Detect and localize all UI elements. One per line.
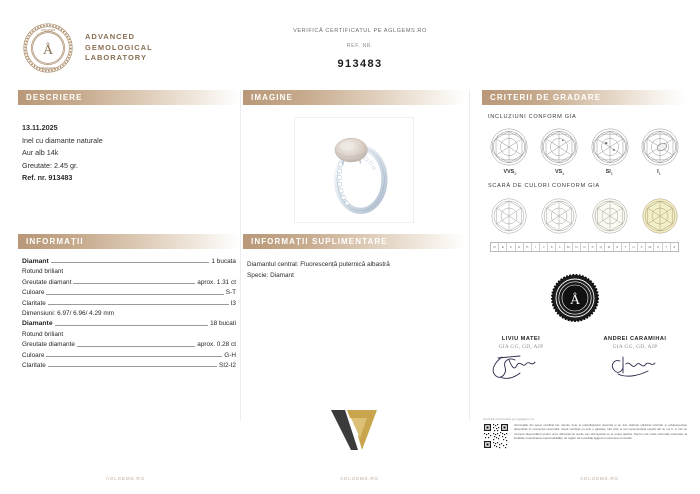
color-gem-2 [589, 195, 631, 237]
svg-text:ADVANCED: ADVANCED [40, 29, 56, 32]
brand-logo [22, 22, 153, 74]
info-row [22, 289, 236, 296]
column-divider-1 [240, 90, 241, 420]
agl-seal-icon [22, 22, 74, 74]
info-row-leader [46, 293, 223, 295]
info-row-label: Rotund briliant [22, 268, 64, 276]
inclusion-diagrams [482, 120, 687, 168]
descriere-item: Inel cu diamante naturale [22, 135, 103, 145]
info-row-leader [46, 355, 222, 357]
color-scale-cell: V [638, 243, 646, 251]
color-scale-cell: L [556, 243, 564, 251]
color-scale-cell: Y [663, 243, 671, 251]
info-row [22, 258, 236, 265]
color-scale-strip [490, 242, 679, 252]
info-row-value: I3 [230, 299, 236, 307]
ref-number: 913483 [337, 58, 383, 70]
ring-photo [294, 117, 414, 223]
info-row-value: S-T [225, 289, 236, 297]
signatory-credentials-0: GIA GG, GD, AJP [498, 344, 544, 350]
color-scale-cell: O [581, 243, 589, 251]
descriere-ref: Ref. nr. 913483 [22, 173, 73, 183]
color-scale-cell: T [622, 243, 630, 251]
info-row-leader [73, 282, 195, 284]
informatii-table [18, 249, 240, 369]
info-row-value: SI2-I2 [218, 361, 236, 369]
watermark-logo [327, 406, 381, 454]
color-scale-cell: W [646, 243, 654, 251]
gem-diagram-vvs2 [488, 126, 530, 168]
info-row-label: Culoare [22, 289, 45, 297]
informatii-section [18, 234, 240, 372]
embossed-seal-icon [551, 274, 599, 322]
color-scale-cell: P [589, 243, 597, 251]
descriere-title: DESCRIERE [18, 90, 240, 105]
info-row [22, 310, 236, 317]
info-row-label: Dimensiuni: 6.97/ 6.96/ 4.29 mm [22, 309, 114, 317]
color-scale-cell: F [507, 243, 515, 251]
color-scale-cell: U [630, 243, 638, 251]
svg-text:Å: Å [42, 43, 54, 58]
info-row [22, 331, 236, 338]
color-scale-label: SCARĂ DE CULORI CONFORM GIA [488, 183, 600, 190]
informatii-title: INFORMAȚII [18, 234, 240, 249]
color-scale-cell: Q [597, 243, 605, 251]
info-row-value: aprox. 0.28 ct [197, 341, 236, 349]
gem-diagram-i1 [639, 126, 681, 168]
color-scale-cell: G [516, 243, 524, 251]
color-scale-cell: X [654, 243, 662, 251]
qr-code-icon[interactable] [483, 423, 509, 449]
disclaimer-text: Informațiile din acest certificat fac referire doar la piatra/bijuteria descrisă și au fost obținute utilizând tehnicile și echipamentele disponibile în momentul examinării. Acest certificat nu este o garanție. Nici AGL și nici reprezentanții experți săi nu vor fi, în nici un moment răspunzători pentru orice diferență de opinie sau discrepanță ce ar putea apărea. Pentru mai multe informații referitoare la limitările și declinarea responsabilității, vă rugăm să consultați aglgems.ro/termeni-si-conditii. [514, 423, 687, 441]
info-row-label: Diamant [22, 258, 49, 265]
info-row-value: 1 bucata [211, 258, 236, 265]
imagine-section [243, 90, 465, 223]
gem-diagram-vs1 [538, 126, 580, 168]
descriere-metal: Aur alb 14k [22, 148, 59, 158]
info-row-label: Claritate [22, 299, 46, 307]
color-scale-cell: S [614, 243, 622, 251]
certificate-header [250, 28, 470, 70]
footer-center: AGLGEMS.RO [340, 476, 379, 481]
signature-mark-1 [590, 351, 680, 381]
grade-label-1: $VS_1$ [554, 169, 565, 177]
info-row [22, 341, 236, 348]
color-scale-cell: J [540, 243, 548, 251]
descriere-section [18, 90, 240, 185]
info-row [22, 279, 236, 286]
signatures-area [472, 336, 684, 386]
inclusion-grade-labels [482, 168, 687, 176]
suplimentare-line-2: Specie: Diamant [247, 271, 294, 279]
color-scale-cell: R [605, 243, 613, 251]
color-scale-cell: D [491, 243, 499, 251]
signatory-credentials-1: GIA GG, GD, AJP [612, 344, 658, 350]
descriere-body [18, 105, 240, 185]
color-scale-cell: Z [673, 245, 676, 250]
info-row-leader [51, 261, 210, 263]
svg-text:LABORATORY: LABORATORY [39, 67, 57, 70]
info-row-label: Greutate diamante [22, 341, 75, 349]
info-row-label: Diamante [22, 320, 53, 328]
seal-monogram: Å [569, 293, 581, 308]
grade-label-3: $I_1$ [657, 169, 661, 177]
brand-line-3: LABORATORY [85, 53, 147, 63]
info-row-value: G-H [224, 351, 236, 359]
brand-line-1: ADVANCED [85, 32, 135, 42]
info-row-leader [55, 324, 208, 326]
inclusions-label: INCLUZIUNI CONFORM GIA [488, 114, 577, 120]
verify-text: VERIFICĂ CERTIFICATUL PE AGLGEMS.RO [293, 28, 427, 34]
color-scale-cell: N [573, 243, 581, 251]
suplimentare-line-1: Diamantul central: Fluorescență puternică albastră [247, 261, 390, 268]
info-row-label: Claritate [22, 361, 46, 369]
color-scale-cell: H [524, 243, 532, 251]
brand-line-2: GEMOLOGICAL [85, 42, 153, 52]
grade-label-0: $VVS_2$ [503, 169, 517, 177]
gem-diagram-si1 [589, 126, 631, 168]
column-divider-2 [469, 90, 470, 420]
suplimentare-body [243, 249, 465, 281]
signatory-name-0: LIVIU MATEI [501, 336, 541, 342]
color-diagrams [482, 189, 687, 237]
signature-mark-0 [476, 351, 566, 381]
info-row-value: aprox. 1.31 ct [197, 278, 236, 286]
imagine-title: IMAGINE [243, 90, 465, 105]
info-row-leader [48, 303, 229, 305]
info-row-label: Culoare [22, 351, 45, 359]
color-scale-cell: M [565, 243, 573, 251]
signature-block-1 [586, 336, 684, 386]
signature-block-0 [472, 336, 570, 386]
color-gem-3 [639, 195, 681, 237]
info-row [22, 268, 236, 275]
info-row [22, 352, 236, 359]
signatory-name-1: ANDREI CARAMIHAI [603, 336, 667, 342]
criterii-section [482, 90, 687, 252]
info-row [22, 300, 236, 307]
color-gem-1 [538, 195, 580, 237]
info-row-label: Rotund briliant [22, 330, 64, 338]
info-row-value: 18 bucati [210, 320, 236, 328]
criterii-title: CRITERII DE GRADARE [482, 90, 687, 105]
info-row-leader [77, 345, 195, 347]
suplimentare-section [243, 234, 465, 281]
color-scale-cell: K [548, 243, 556, 251]
descriere-weight: Greutate: 2.45 gr. [22, 160, 78, 170]
descriere-date: 13.11.2025 [22, 123, 58, 132]
info-row [22, 320, 236, 327]
grade-label-2: $SI_1$ [605, 169, 613, 177]
suplimentare-title: INFORMAȚII SUPLIMENTARE [243, 234, 465, 249]
footer-left: AGLGEMS.RO [106, 476, 145, 481]
color-gem-0 [488, 195, 530, 237]
info-row-label: Greutate diamant [22, 278, 72, 286]
ref-label: REF. NR. [346, 43, 374, 49]
info-row [22, 362, 236, 369]
color-scale-cell: E [499, 243, 507, 251]
color-scale-cell: I [532, 243, 540, 251]
footer-right: AGLGEMS.RO [580, 476, 619, 481]
disclaimer-heading: Verifică certificatul pe aglgems.ro [483, 417, 535, 421]
disclaimer-section [483, 417, 687, 449]
info-row-leader [48, 365, 217, 367]
brand-name [85, 32, 153, 64]
